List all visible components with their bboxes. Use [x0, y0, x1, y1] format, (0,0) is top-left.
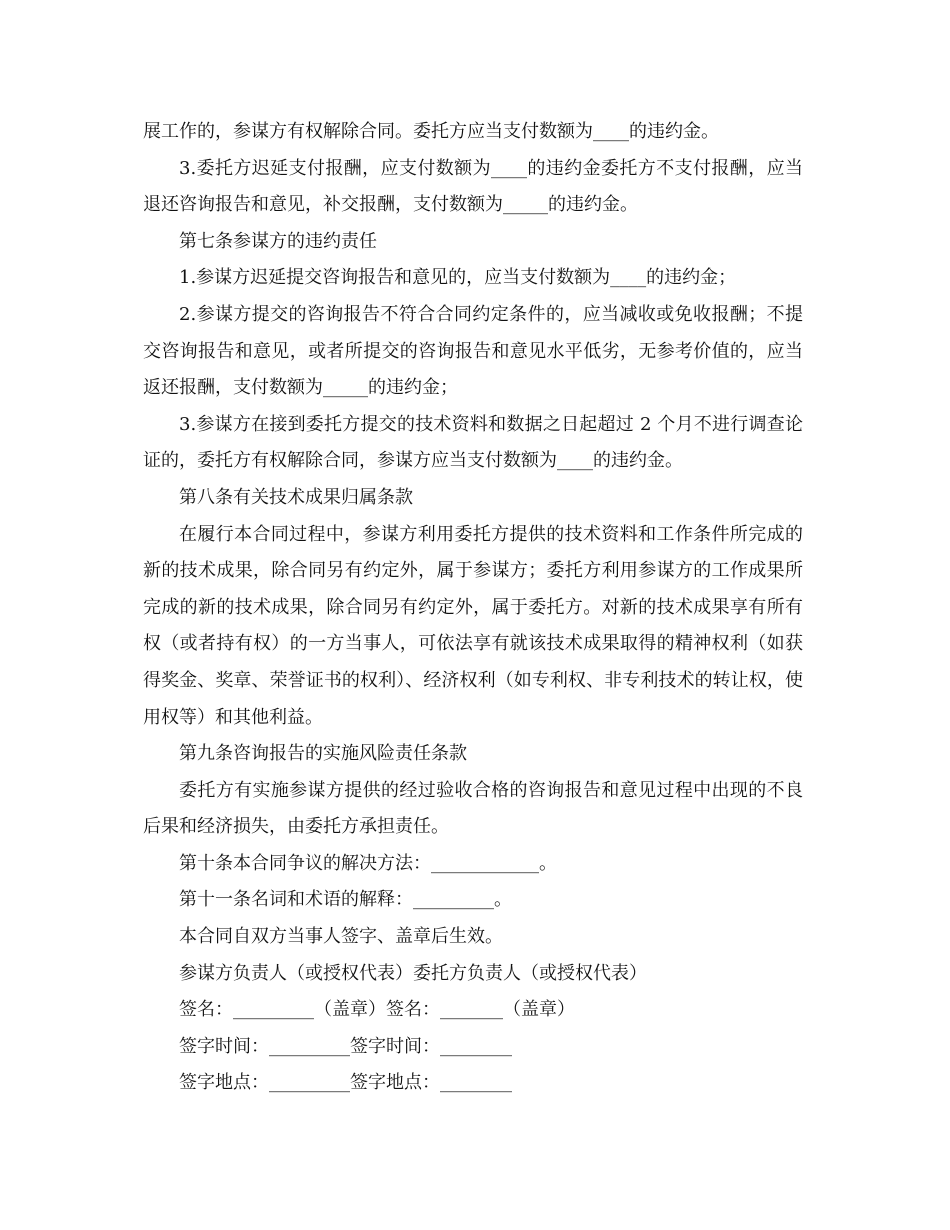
- paragraph-continued-clause: 展工作的，参谋方有权解除合同。委托方应当支付数额为____的违约金。: [143, 121, 719, 142]
- paragraph-signatories: 参谋方负责人（或授权代表）委托方负责人（或授权代表）: [179, 962, 647, 984]
- paragraph-article-7-item-2: 2.参谋方提交的咨询报告不符合合同约定条件的，应当减收或免收报酬；不提交咨询报告和意见，或者所提交的咨询报告和意见水平低劣，无参考价值的，应当返还报酬，支付数额为_____的违约金；: [143, 303, 803, 399]
- paragraph-article-7-item-1: 1.参谋方迟延提交咨询报告和意见的，应当支付数额为____的违约金；: [179, 267, 737, 289]
- document-body: [143, 114, 803, 1102]
- paragraph-signing-place: 签字地点：_________签字地点：________: [179, 1072, 512, 1094]
- paragraph-clause-3-payment-delay: 3.委托方迟延支付报酬，应支付数额为____的违约金委托方不支付报酬，应当退还咨询报告和意见，补交报酬，支付数额为_____的违约金。: [143, 157, 803, 216]
- paragraph-effective-clause: 本合同自双方当事人签字、盖章后生效。: [179, 926, 503, 948]
- paragraph-signing-time: 签字时间：_________签字时间：________: [179, 1035, 512, 1057]
- paragraph-article-10: 第十条本合同争议的解决方法：____________。: [179, 852, 557, 874]
- paragraph-article-9-body: 委托方有实施参谋方提供的经过验收合格的咨询报告和意见过程中出现的不良后果和经济损失，由委托方承担责任。: [143, 779, 803, 838]
- heading-article-8: 第八条有关技术成果归属条款: [179, 486, 413, 508]
- paragraph-article-7-item-3: 3.参谋方在接到委托方提交的技术资料和数据之日起超过 2 个月不进行调查论证的，委托方有权解除合同，参谋方应当支付数额为____的违约金。: [143, 413, 803, 472]
- paragraph-article-8-body: 在履行本合同过程中，参谋方利用委托方提供的技术资料和工作条件所完成的新的技术成果，除合同另有约定外，属于参谋方；委托方利用参谋方的工作成果所完成的新的技术成果，除合同另有约定外，属于委托方。对新的技术成果享有所有权（或者持有权）的一方当事人，可依法享有就该技术成果取得的精神权利（如获得奖金、奖章、荣誉证书的权利）、经济权利（如专利权、非专利技术的转让权，使用权等）和其他利益。: [143, 523, 803, 728]
- paragraph-article-11: 第十一条名词和术语的解释：_________。: [179, 889, 512, 911]
- heading-article-9: 第九条咨询报告的实施风险责任条款: [179, 743, 467, 765]
- heading-article-7: 第七条参谋方的违约责任: [179, 230, 377, 252]
- paragraph-signature-line: 签名：_________（盖章）签名：_______（盖章）: [179, 999, 575, 1021]
